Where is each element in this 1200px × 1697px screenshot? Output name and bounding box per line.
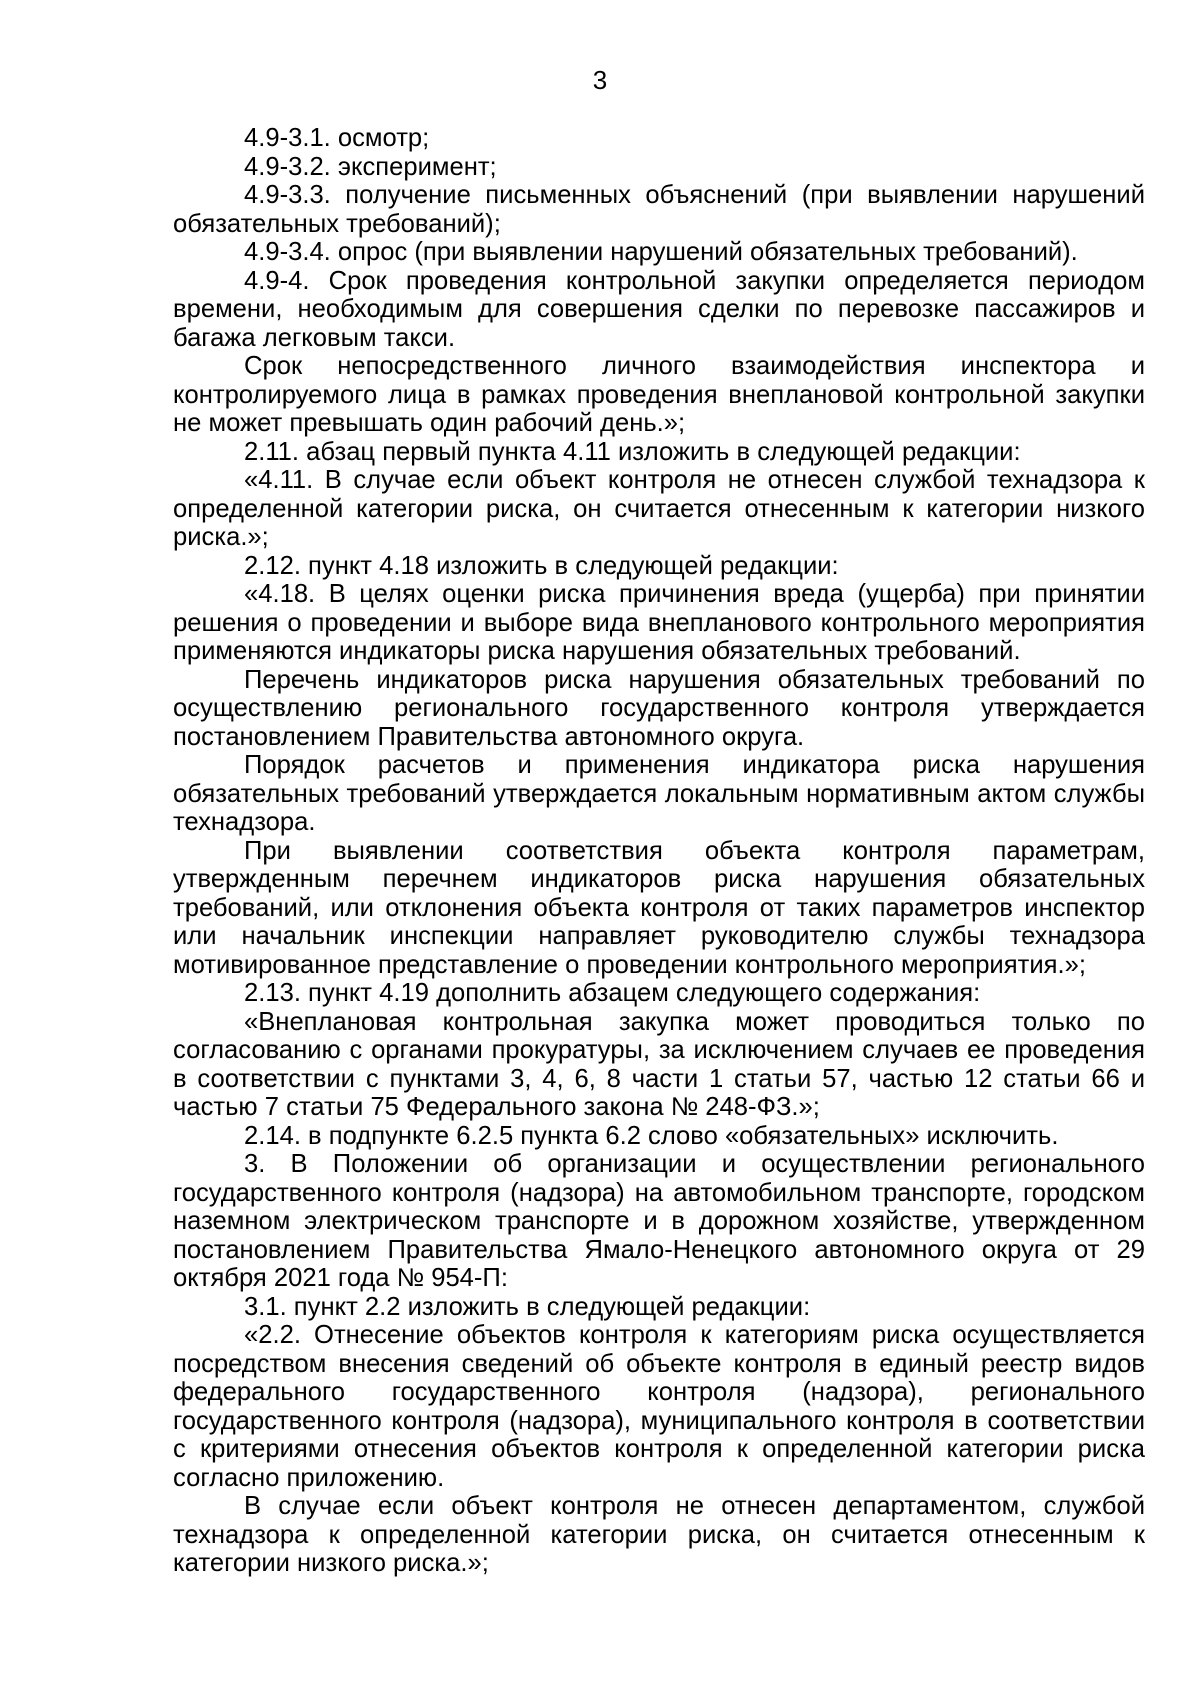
- paragraph-low-risk: В случае если объект контроля не отнесен департаментом, службой технадзора к определенной категории риска, он считается отнесенным к категории низкого риска.»;: [173, 1492, 1145, 1577]
- paragraph-unscheduled-purchase: «Внеплановая контрольная закупка может проводиться только по согласованию с органами прокуратуры, за исключением случаев ее проведения в соответствии с пунктами 3, 4, 6, 8 части 1 статьи 57, частью 12 статьи 66 и частью 7 статьи 75 Федерального закона № 248-ФЗ.»;: [173, 1007, 1145, 1121]
- paragraph-4-9-3-4: 4.9-3.4. опрос (при выявлении нарушений обязательных требований).: [244, 238, 1078, 266]
- paragraph-indicator-list: Перечень индикаторов риска нарушения обязательных требований по осуществлению регионального государственного контроля утверждается постановлением Правительства автономного округа.: [173, 665, 1145, 751]
- paragraph-4-18-quote: «4.18. В целях оценки риска причинения вреда (ущерба) при принятии решения о проведении и выборе вида внепланового контрольного мероприятия применяются индикаторы риска нарушения обязательных требований.: [173, 580, 1145, 665]
- paragraph-2-11: 2.11. абзац первый пункта 4.11 изложить в следующей редакции:: [244, 437, 1021, 466]
- document-body: [173, 124, 1145, 1578]
- page-number: 3: [592, 65, 608, 95]
- paragraph-2-12: 2.12. пункт 4.18 изложить в следующей редакции:: [244, 551, 839, 580]
- paragraph-2-13: 2.13. пункт 4.19 дополнить абзацем следующего содержания:: [244, 979, 981, 1007]
- paragraph-4-9-4: 4.9-4. Срок проведения контрольной закупки определяется периодом времени, необходимым для совершения сделки по перевозке пассажиров и багажа легковым такси.: [173, 266, 1145, 352]
- paragraph-calculation-order: Порядок расчетов и применения индикатора риска нарушения обязательных требований утверждается локальным нормативным актом службы технадзора.: [173, 751, 1145, 836]
- paragraph-4-9-3-2: 4.9-3.2. эксперимент;: [244, 152, 497, 181]
- paragraph-interaction-term: Срок непосредственного личного взаимодействия инспектора и контролируемого лица в рамках проведения внеплановой контрольной закупки не может превышать один рабочий день.»;: [173, 352, 1145, 437]
- paragraph-4-11-quote: «4.11. В случае если объект контроля не отнесен службой технадзора к определенной категории риска, он считается отнесенным к категории низкого риска.»;: [173, 466, 1145, 551]
- paragraph-4-9-3-3: 4.9-3.3. получение письменных объяснений (при выявлении нарушений обязательных требований);: [173, 181, 1145, 238]
- paragraph-2-2-quote: «2.2. Отнесение объектов контроля к категориям риска осуществляется посредством внесения сведений об объекте контроля в единый реестр видов федерального государственного контроля (надзора), регионального государственного контроля (надзора), муниципального контроля в соответствии с критериями отнесения объектов контроля к определенной категории риска согласно приложению.: [173, 1321, 1145, 1492]
- paragraph-detection: При выявлении соответствия объекта контроля параметрам, утвержденным перечнем индикаторов риска нарушения обязательных требований, или отклонения объекта контроля от таких параметров инспектор или начальник инспекции направляет руководителю службы технадзора мотивированное представление о проведении контрольного мероприятия.»;: [173, 836, 1145, 979]
- paragraph-4-9-3-1: 4.9-3.1. осмотр;: [244, 124, 430, 152]
- paragraph-3-1: 3.1. пункт 2.2 изложить в следующей редакции:: [244, 1292, 811, 1321]
- paragraph-3-regulation: 3. В Положении об организации и осуществлении регионального государственного контроля (надзора) на автомобильном транспорте, городском наземном электрическом транспорте и в дорожном хозяйстве, утвержденном постановлением Правительства Ямало-Ненецкого автономного округа от 29 октября 2021 года № 954-П:: [173, 1150, 1145, 1292]
- paragraph-2-14: 2.14. в подпункте 6.2.5 пункта 6.2 слово «обязательных» исключить.: [244, 1121, 1059, 1150]
